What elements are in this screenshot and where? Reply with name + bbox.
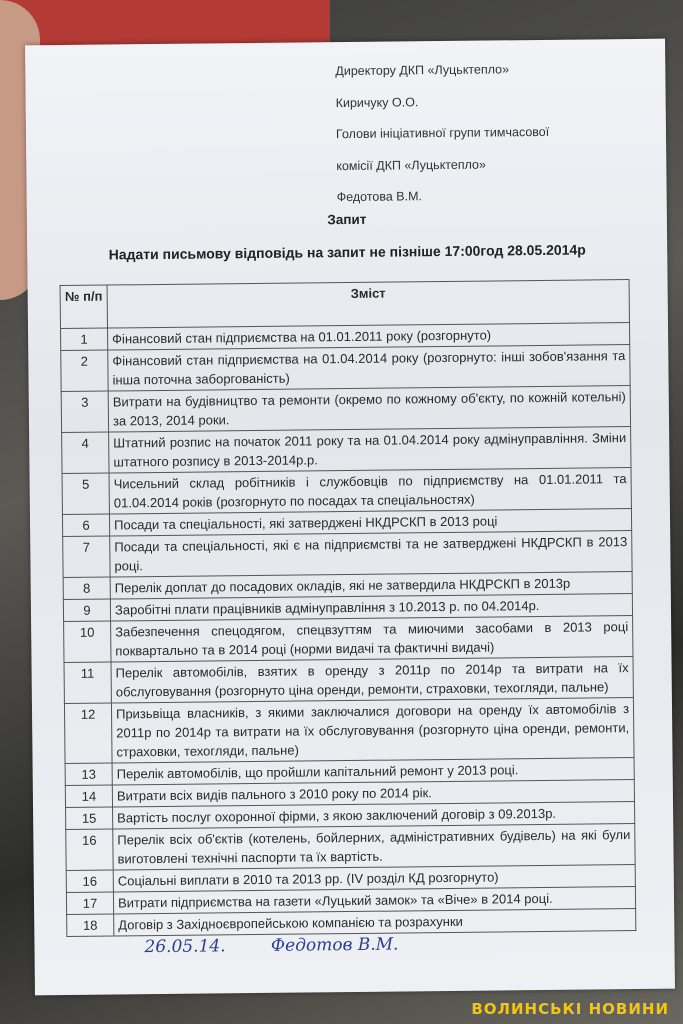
- addressee-block: [335, 54, 550, 214]
- row-content: Перелік автомобілів, взятих в оренду з 2011р по 2014р та витрати на їх обслуговування (розгорнуто ціна оренди, ремонти, страховки, техогляди, пальне): [111, 657, 633, 703]
- row-content: Заробітні плати працівників адмінуправління з 10.2013 р. по 04.2014р.: [110, 594, 632, 621]
- signature-block: [144, 934, 438, 957]
- row-number: 10: [64, 621, 111, 662]
- addressee-line: Киричуку О.О.: [335, 94, 419, 110]
- row-content: Перелік доплат до посадових окладів, які не затвердила НКДРСКП в 2013р: [110, 572, 632, 599]
- row-content: Штатний розпис на початок 2011 року та на 01.04.2014 року адмінуправління. Зміни штатного розпису в 2013-2014р.р.: [109, 427, 631, 473]
- row-number: 9: [63, 599, 110, 621]
- signature-name: Федотов В.М.: [270, 934, 399, 956]
- row-number: 15: [66, 807, 113, 829]
- signature-date: 26.05.14.: [144, 936, 226, 958]
- addressee-line: Директору ДКП «Луцьктепло»: [335, 62, 510, 79]
- row-content: Договір з Західноєвропейською компанією та розрахунки: [114, 909, 636, 936]
- column-header-number: № п/п: [60, 285, 107, 328]
- table-row: [64, 616, 633, 663]
- row-content: Витрати на будівництво та ремонти (окремо по кожному об'єкту, по кожній котельні) за 2013, 2014 роки.: [108, 386, 630, 432]
- row-content: Перелік всіх об'єктів (котелень, бойлерних, адміністративних будівель) на які були виготовлені технічні паспорти та їх вартість.: [113, 824, 635, 870]
- row-content: Соціальні виплати в 2010 та 2013 рр. (IV розділ КД розгорнуто): [113, 865, 635, 892]
- row-content: Посади та спеціальності, які є на підприємстві та не затверджені НКДРСКП в 2013 році.: [110, 531, 632, 577]
- row-content: Фінансовий стан підприємства на 01.04.2014 року (розгорнуто: інші зобов'язання та інша поточна заборгованість): [108, 345, 630, 391]
- addressee-line: Федотова В.М.: [336, 189, 423, 205]
- table-row: [62, 427, 631, 474]
- document-subtitle: Надати письмову відповідь на запит не пізніше 17:00год 28.05.2014р: [108, 241, 586, 263]
- row-content: Чисельний склад робітників і службовців по підприємству на 01.01.2011 та 01.04.2014 років (розгорнуто по посадах та спеціальностях): [109, 468, 631, 514]
- row-number: 16: [66, 829, 113, 870]
- row-number: 18: [67, 914, 114, 936]
- watermark-logo: ВОЛИНСЬКІ НОВИНИ: [471, 1000, 669, 1018]
- table-row: [66, 824, 635, 871]
- row-content: Витрати підприємства на газети «Луцький замок» та «Віче» в 2014 році.: [113, 887, 635, 914]
- row-number: 2: [61, 350, 108, 391]
- row-content: Забезпечення спецодягом, спецвзуттям та миючими засобами в 2013 році поквартально та в 2014 році (норми видачі та фактичні видачі): [111, 616, 633, 662]
- row-number: 6: [62, 514, 109, 536]
- row-number: 4: [62, 432, 109, 473]
- table-row: [63, 531, 632, 578]
- table-row: [61, 345, 630, 392]
- row-number: 8: [63, 577, 110, 599]
- table-row: [64, 657, 633, 704]
- row-content: Вартість послуг охоронної фірми, з якою заключений договір з 09.2013р.: [113, 802, 635, 829]
- row-content: Витрати всіх видів пального з 2010 року по 2014 рік.: [112, 780, 634, 807]
- row-content: Посади та спеціальності, які затверджені НКДРСКП в 2013 році: [109, 509, 631, 536]
- row-content: Перелік автомобілів, що пройшли капітальний ремонт у 2013 році.: [112, 758, 634, 785]
- table-row: [61, 386, 630, 433]
- row-number: 7: [63, 536, 110, 577]
- addressee-line: комісії ДКП «Луцьктепло»: [336, 157, 486, 173]
- row-number: 3: [61, 391, 108, 432]
- table-row: [67, 909, 636, 937]
- document-sheet: [25, 39, 675, 996]
- row-number: 17: [66, 892, 113, 914]
- row-content: Фінансовий стан підприємства на 01.01.2011 року (розгорнуто): [108, 323, 630, 350]
- row-content: Призьвіща власників, з якими заключалися договори на оренду їх автомобілів з 2011р по 2014р та витрати на їх обслуговування (розгорнуто ціна оренди, ремонти, страховки, техогляди, пальне): [111, 698, 634, 763]
- row-number: 11: [64, 662, 111, 703]
- table-row: [64, 698, 634, 764]
- addressee-line: Голови ініціативної групи тимчасової: [335, 124, 550, 142]
- table-row: [62, 468, 631, 515]
- request-table: [60, 279, 637, 937]
- row-number: 12: [64, 703, 112, 763]
- column-header-content: Зміст: [107, 280, 629, 328]
- document-title: Запит: [327, 211, 367, 228]
- row-number: 13: [65, 763, 112, 785]
- row-number: 5: [62, 473, 109, 514]
- row-number: 1: [61, 328, 108, 350]
- row-number: 16: [66, 870, 113, 892]
- row-number: 14: [65, 785, 112, 807]
